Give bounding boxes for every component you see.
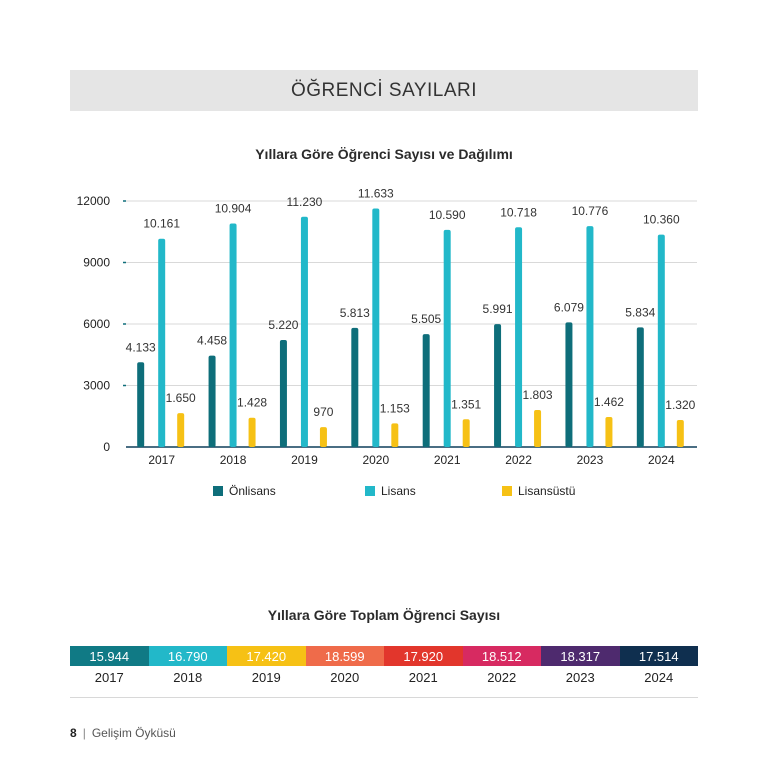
data-label: 11.230 xyxy=(286,194,323,209)
totals-title: Yıllara Göre Toplam Öğrenci Sayısı xyxy=(267,607,501,623)
data-label: 10.776 xyxy=(571,204,609,219)
x-tick-label: 2020 xyxy=(362,453,390,467)
data-label: 10.904 xyxy=(214,201,252,216)
x-tick-label: 2021 xyxy=(433,453,461,467)
x-tick-label: 2024 xyxy=(647,453,675,467)
bar-lisans xyxy=(158,239,165,447)
total-year-2022: 2022 xyxy=(487,669,517,685)
bar-lisans xyxy=(658,235,665,447)
x-tick-label: 2017 xyxy=(148,453,176,467)
legend-label: Önlisans xyxy=(229,484,276,498)
bar-önlisans xyxy=(280,340,287,447)
data-label: 1.650 xyxy=(165,391,196,406)
total-year-2024: 2024 xyxy=(644,669,674,685)
y-tick-label: 3000 xyxy=(83,378,110,393)
data-label: 10.590 xyxy=(428,207,466,222)
bar-lisans xyxy=(515,227,522,447)
data-label: 1.462 xyxy=(593,395,624,410)
bar-önlisans xyxy=(423,334,430,447)
data-label: 10.161 xyxy=(143,216,181,231)
data-label: 6.079 xyxy=(553,300,584,315)
divider xyxy=(70,697,698,698)
bar-lisans xyxy=(230,223,237,447)
total-value-2022: 18.512 xyxy=(463,646,542,666)
y-tick-label: 6000 xyxy=(83,317,110,331)
data-label: 4.458 xyxy=(197,333,228,348)
bar-lisans xyxy=(586,226,593,447)
section-title: ÖĞRENCİ SAYILARI xyxy=(290,79,478,101)
total-year-2023: 2023 xyxy=(565,669,595,685)
data-label: 11.633 xyxy=(357,186,394,201)
total-value-2019: 17.420 xyxy=(227,646,306,666)
total-year-2020: 2020 xyxy=(330,669,360,685)
total-value-2018: 16.790 xyxy=(149,646,228,666)
bar-önlisans xyxy=(637,327,644,447)
data-label: 970 xyxy=(313,405,334,420)
bar-lisansüstü xyxy=(249,418,256,447)
legend-label: Lisansüstü xyxy=(518,484,576,498)
bar-önlisans xyxy=(494,324,501,447)
y-tick-label: 12000 xyxy=(76,194,110,208)
bar-lisansüstü xyxy=(534,410,541,447)
x-tick-label: 2019 xyxy=(291,453,318,467)
total-value-2021: 17.920 xyxy=(384,646,463,666)
data-label: 1.803 xyxy=(522,388,553,403)
legend-label: Lisans xyxy=(381,484,416,498)
bar-lisansüstü xyxy=(320,427,327,447)
y-tick-label: 9000 xyxy=(83,255,110,270)
bar-lisansüstü xyxy=(463,419,470,447)
bar-lisans xyxy=(301,217,308,447)
page-footer xyxy=(70,726,176,740)
legend-swatch xyxy=(502,486,512,496)
x-tick-label: 2018 xyxy=(219,453,247,467)
total-year-2021: 2021 xyxy=(408,669,438,685)
total-value-2024: 17.514 xyxy=(620,646,699,666)
footer-section: Gelişim Öyküsü xyxy=(91,726,176,740)
data-label: 1.428 xyxy=(237,395,268,410)
bar-lisansüstü xyxy=(391,423,398,447)
bar-lisans xyxy=(372,209,379,447)
bar-lisansüstü xyxy=(177,413,184,447)
bar-önlisans xyxy=(351,328,358,447)
data-label: 10.360 xyxy=(642,212,680,227)
total-year-2018: 2018 xyxy=(173,669,203,685)
data-label: 1.320 xyxy=(665,397,696,412)
data-label: 1.153 xyxy=(379,401,410,416)
total-value-2017: 15.944 xyxy=(70,646,149,666)
totals-value-strip xyxy=(70,646,698,666)
data-label: 5.834 xyxy=(625,305,656,320)
total-year-2019: 2019 xyxy=(251,669,281,685)
data-label: 5.813 xyxy=(339,305,370,320)
legend-swatch xyxy=(213,486,223,496)
y-tick-label: 0 xyxy=(103,440,110,454)
bar-lisansüstü xyxy=(605,417,612,447)
page-number: 8 xyxy=(70,726,77,740)
bar-önlisans xyxy=(565,322,572,447)
bar-lisans xyxy=(444,230,451,447)
footer-separator: | xyxy=(82,726,86,740)
total-year-2017: 2017 xyxy=(94,669,124,685)
totals-year-strip xyxy=(70,667,698,687)
data-label: 4.133 xyxy=(125,340,156,355)
bar-önlisans xyxy=(209,356,216,447)
bar-lisansüstü xyxy=(677,420,684,447)
data-label: 1.351 xyxy=(451,397,482,412)
bar-önlisans xyxy=(137,362,144,447)
data-label: 5.991 xyxy=(482,302,513,317)
data-label: 5.220 xyxy=(268,317,299,332)
data-label: 5.505 xyxy=(411,312,442,327)
x-tick-label: 2023 xyxy=(576,453,604,467)
legend-swatch xyxy=(365,486,375,496)
chart-title: Yıllara Göre Öğrenci Sayısı ve Dağılımı xyxy=(255,146,513,162)
x-tick-label: 2022 xyxy=(505,453,532,467)
total-value-2020: 18.599 xyxy=(306,646,385,666)
total-value-2023: 18.317 xyxy=(541,646,620,666)
data-label: 10.718 xyxy=(500,205,537,220)
